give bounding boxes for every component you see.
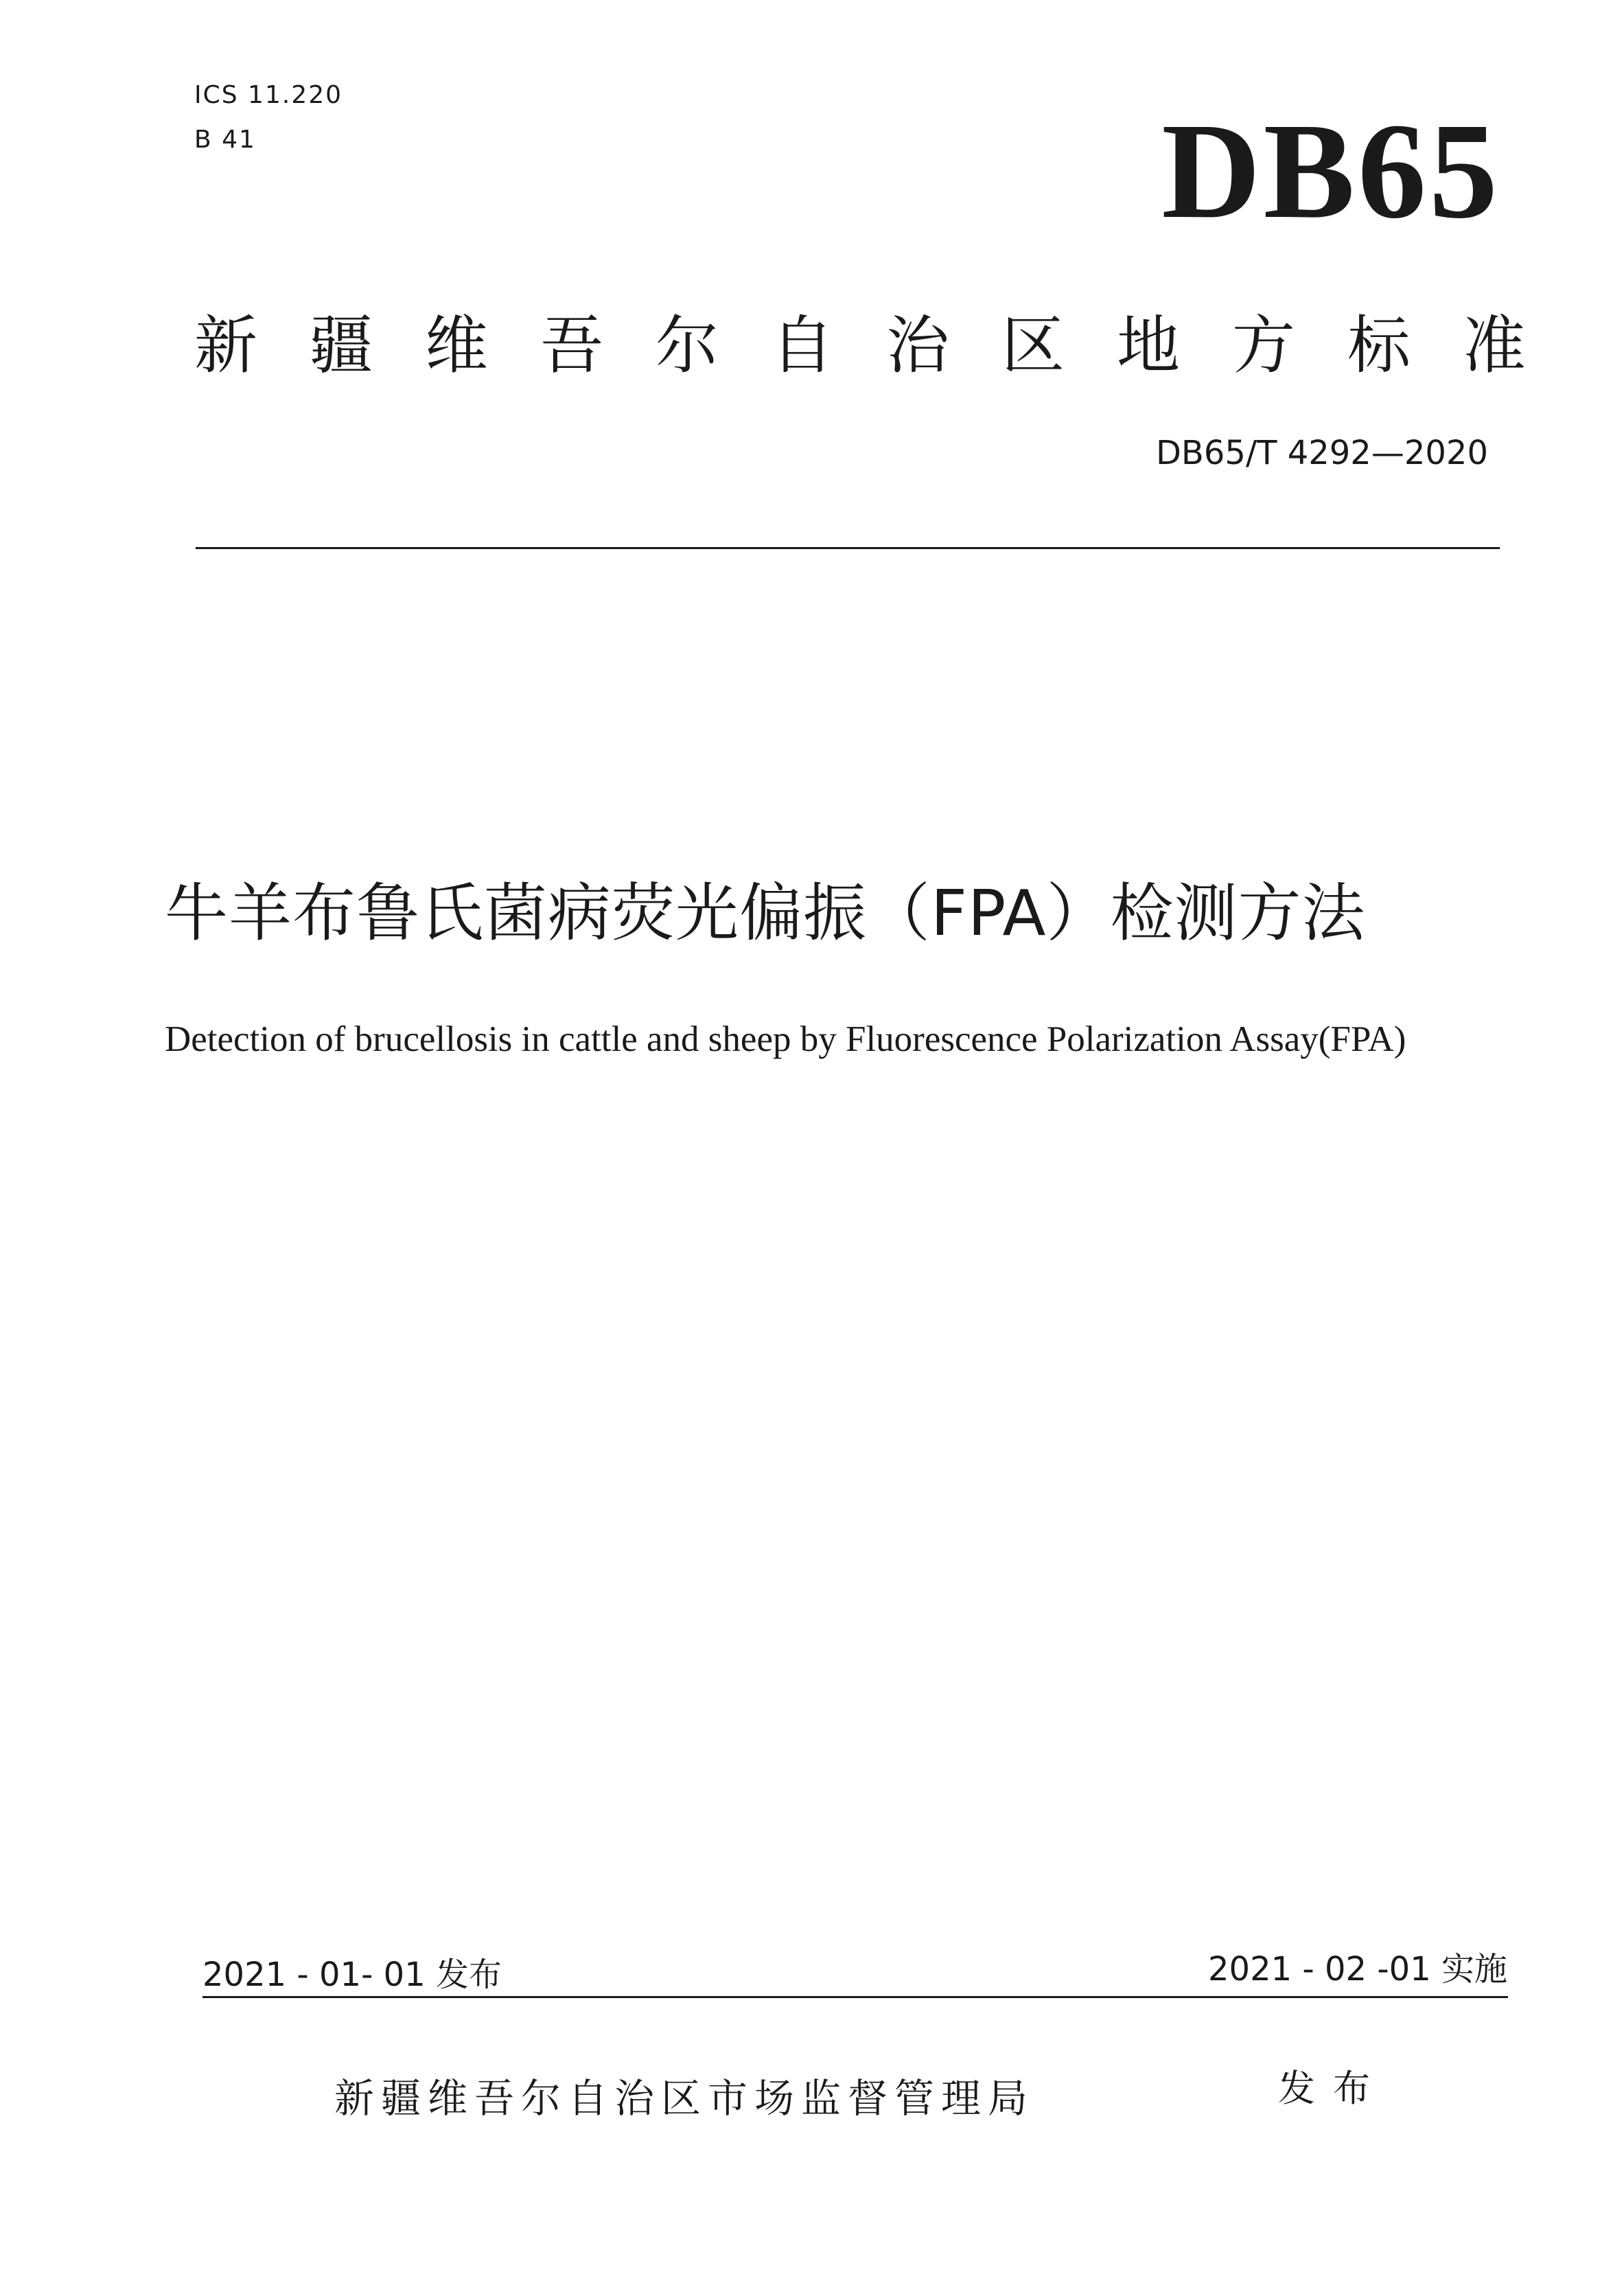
issue-date: 2021 - 01- 01 发布 bbox=[202, 1956, 502, 1994]
ics-code: ICS 11.220 bbox=[194, 81, 343, 109]
standard-type-heading: 新疆维吾尔自治区地方标准 bbox=[194, 309, 1579, 382]
standard-code-logo: DB65 bbox=[1161, 95, 1500, 247]
standard-number: DB65/T 4292—2020 bbox=[1155, 434, 1488, 472]
document-title-cn: 牛羊布鲁氏菌病荧光偏振（FPA）检测方法 bbox=[165, 877, 1366, 950]
classification-code: B 41 bbox=[194, 126, 256, 154]
issuing-authority: 新疆维吾尔自治区市场监督管理局 bbox=[334, 2075, 1035, 2122]
issue-label: 发布 bbox=[1278, 2067, 1388, 2110]
implementation-date: 2021 - 02 -01 实施 bbox=[1208, 1950, 1507, 1988]
document-title-en: Detection of brucellosis in cattle and sheep by Fluorescence Polarization Assay(FPA) bbox=[165, 1019, 1406, 1059]
bottom-divider bbox=[202, 1996, 1508, 1998]
top-divider bbox=[196, 547, 1500, 549]
